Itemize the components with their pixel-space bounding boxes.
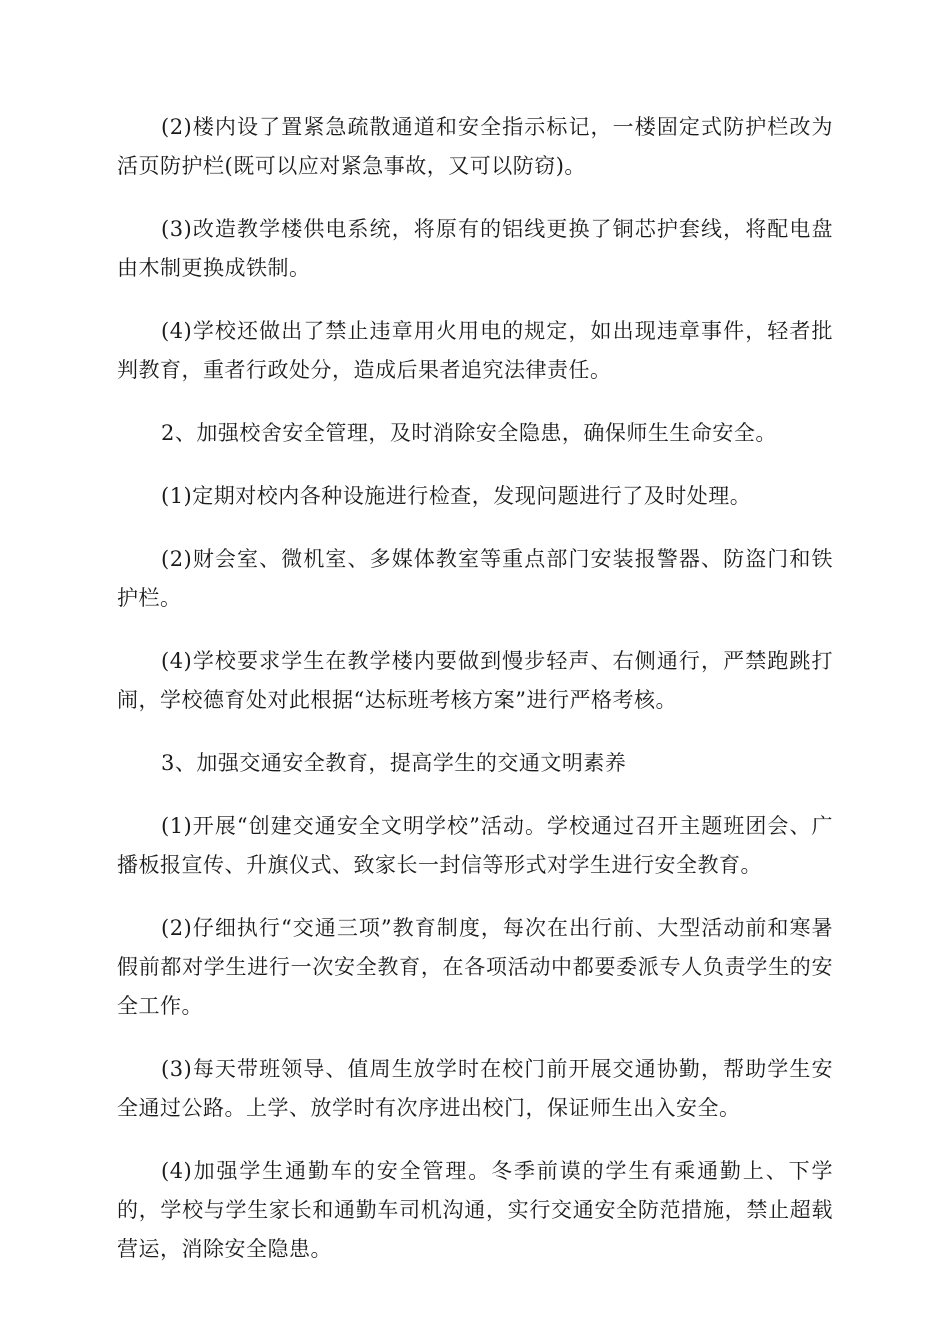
paragraph: (2)财会室、微机室、多媒体教室等重点部门安装报警器、防盗门和铁护栏。: [117, 547, 833, 610]
paragraph: (3)改造教学楼供电系统，将原有的铝线更换了铜芯护套线，将配电盘由木制更换成铁制。: [117, 217, 833, 280]
section-heading: 2、加强校舍安全管理，及时消除安全隐患，确保师生生命安全。: [161, 421, 777, 445]
paragraph: (2)仔细执行“交通三项”教育制度，每次在出行前、大型活动前和寒暑假前都对学生进行一次安全教育，在各项活动中都要委派专人负责学生的安全工作。: [117, 916, 833, 1018]
paragraph: (1)开展“创建交通安全文明学校”活动。学校通过召开主题班团会、广播板报宣传、升旗仪式、致家长一封信等形式对学生进行安全教育。: [117, 814, 833, 877]
paragraph: (4)学校要求学生在教学楼内要做到慢步轻声、右侧通行，严禁跑跳打闹，学校德育处对此根据“达标班考核方案”进行严格考核。: [117, 649, 833, 712]
document-body: [117, 108, 833, 1293]
paragraph: (4)学校还做出了禁止违章用火用电的规定，如出现违章事件，轻者批判教育，重者行政处分，造成后果者追究法律责任。: [117, 319, 833, 382]
paragraph: (2)楼内设了置紧急疏散通道和安全指示标记，一楼固定式防护栏改为活页防护栏(既可以应对紧急事故，又可以防窃)。: [117, 115, 833, 178]
paragraph: (4)加强学生通勤车的安全管理。冬季前谟的学生有乘通勤上、下学的，学校与学生家长和通勤车司机沟通，实行交通安全防范措施，禁止超载营运，消除安全隐患。: [117, 1159, 833, 1261]
paragraph: (1)定期对校内各种设施进行检查，发现问题进行了及时处理。: [161, 484, 752, 508]
section-heading: 3、加强交通安全教育，提高学生的交通文明素养: [161, 751, 627, 775]
paragraph: (3)每天带班领导、值周生放学时在校门前开展交通协勤，帮助学生安全通过公路。上学、放学时有次序进出校门，保证师生出入安全。: [117, 1057, 833, 1120]
